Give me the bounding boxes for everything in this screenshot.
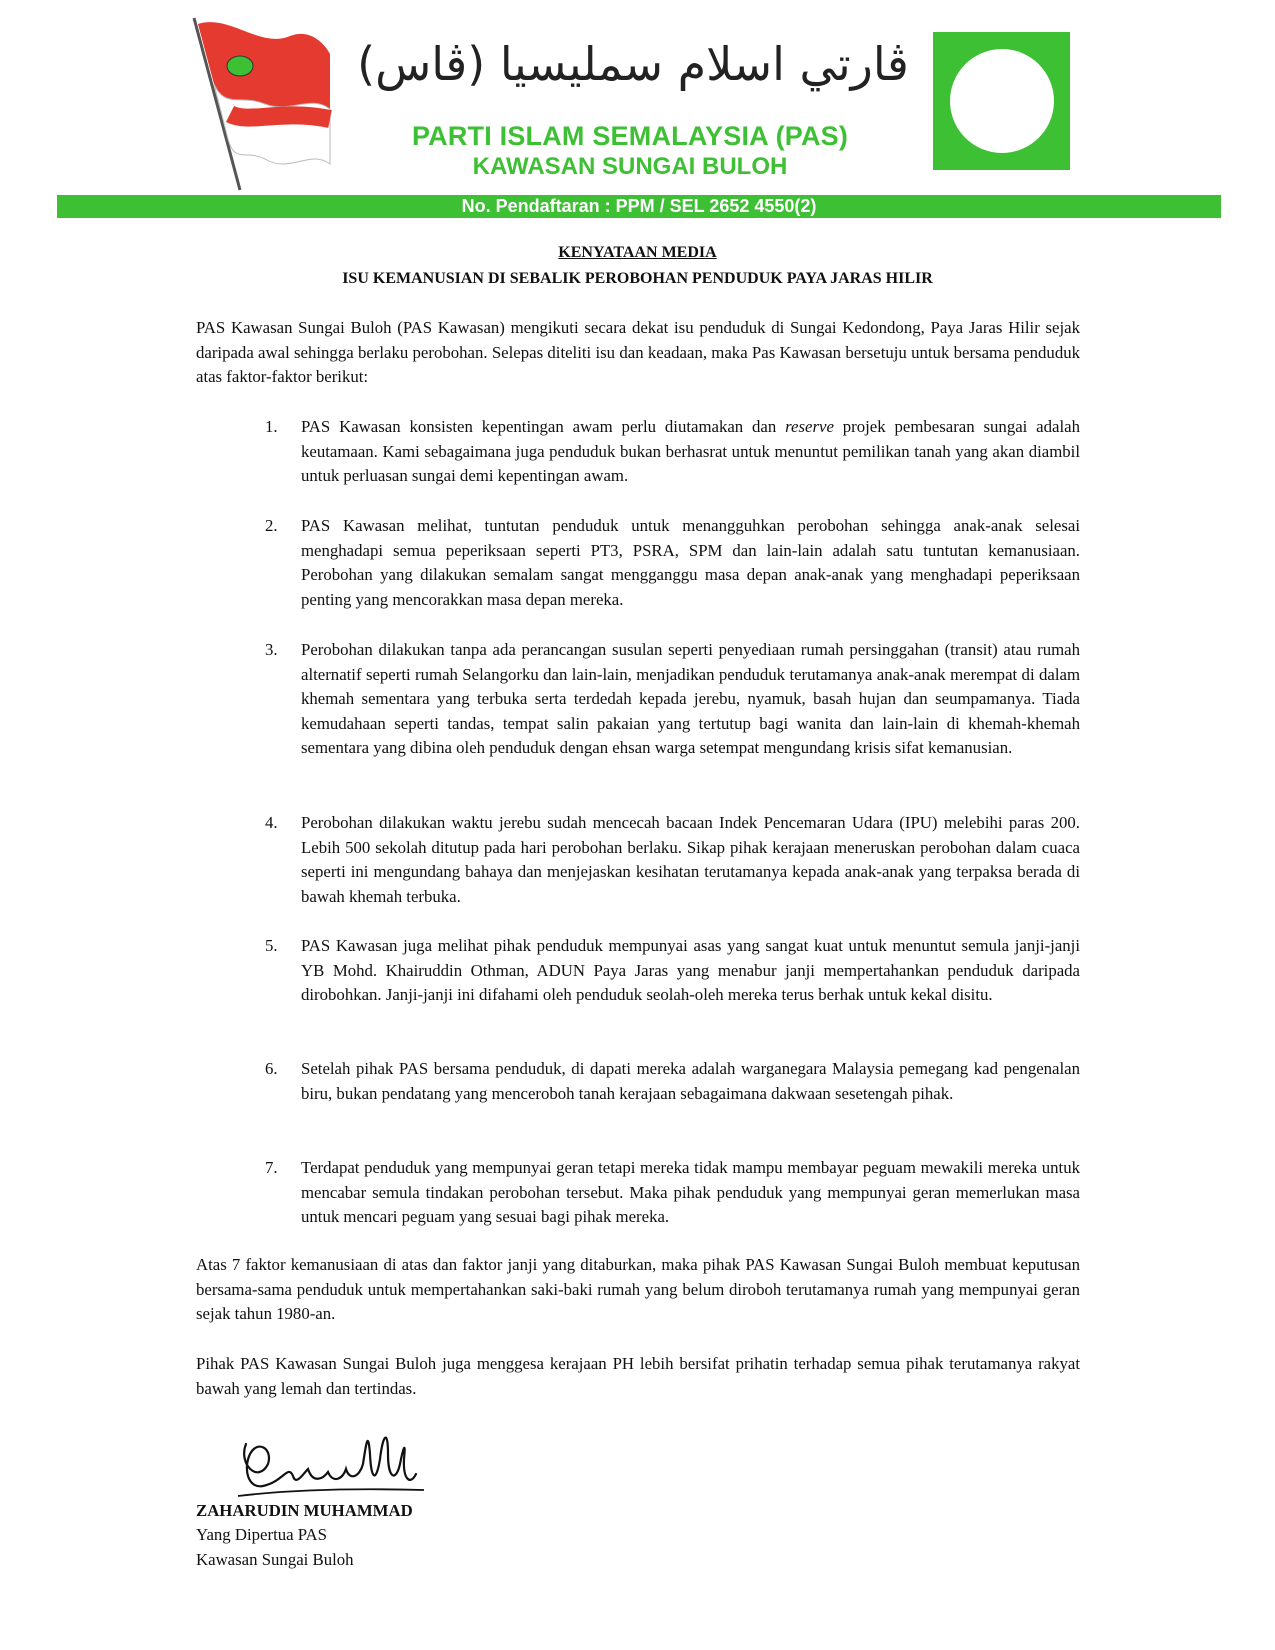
party-name: PARTI ISLAM SEMALAYSIA (PAS): [411, 121, 849, 151]
document-subtitle: ISU KEMANUSIAN DI SEBALIK PEROBOHAN PENDUDUK PAYA JARAS HILIR: [342, 270, 933, 287]
list-item: [265, 514, 1080, 612]
moon-circle-icon: [950, 49, 1054, 153]
intro-paragraph: PAS Kawasan Sungai Buloh (PAS Kawasan) mengikuti secara dekat isu penduduk di Sungai Kedondong, Paya Jaras Hilir sejak daripada awal sehingga berlaku perobohan. Selepas diteliti isu dan keadaan, maka Pas Kawasan bersetuju untuk bersama penduduk atas faktor-faktor berikut:: [196, 318, 1080, 386]
list-item: [265, 1156, 1080, 1230]
item-number: 2.: [265, 516, 278, 535]
svg-text:ڤارتي اسلام سمليسيا (ڤاس): ڤارتي اسلام سمليسيا (ڤاس): [357, 37, 909, 91]
registration-bar: No. Pendaftaran : PPM / SEL 2652 4550(2): [57, 195, 1221, 218]
signer-area: Kawasan Sungai Buloh: [196, 1550, 354, 1569]
item-text: PAS Kawasan melihat, tuntutan penduduk untuk menangguhkan perobohan sehingga anak-anak selesai menghadapi semua peperiksaan seperti PT3, PSRA, SPM dan lain-lain adalah satu tuntutan kemanusiaan. Perobohan yang dilakukan semalam sangat mengganggu masa depan anak-anak yang menghadapi peperiksaan penting yang mencorakkan masa depan mereka.: [301, 516, 1080, 609]
item-text: Setelah pihak PAS bersama penduduk, di dapati mereka adalah warganegara Malaysia pemegang kad pengenalan biru, bukan pendatang yang menceroboh tanah kerajaan sebagaimana dakwaan sesetengah pihak.: [301, 1059, 1080, 1103]
list-item: [265, 1057, 1080, 1106]
area-name: KAWASAN SUNGAI BULOH: [472, 153, 788, 180]
pas-flag-logo: [190, 14, 350, 194]
item-text: Terdapat penduduk yang mempunyai geran tetapi mereka tidak mampu membayar peguam mewakili mereka untuk mencabar semula tindakan perobohan tersebut. Maka pihak penduduk yang mempunyai geran memerlukan masa untuk mencari peguam yang sesuai bagi pihak mereka.: [301, 1158, 1080, 1226]
signer-name: ZAHARUDIN MUHAMMAD: [196, 1501, 413, 1520]
closing-paragraph-2: Pihak PAS Kawasan Sungai Buloh juga menggesa kerajaan PH lebih bersifat prihatin terhadap semua pihak terutamanya rakyat bawah yang lemah dan tertindas.: [196, 1354, 1080, 1398]
document-title: KENYATAAN MEDIA: [558, 244, 717, 261]
jawi-party-name: [357, 20, 909, 110]
item-text: Perobohan dilakukan waktu jerebu sudah mencecah bacaan Indek Pencemaran Udara (IPU) melebihi paras 200. Lebih 500 sekolah ditutup pada hari perobohan berlaku. Sikap pihak kerajaan meneruskan perobohan dalam cuaca seperti ini mengundang bahaya dan menjejaskan kesihatan terutamanya kepada anak-anak yang terpaksa berada di bawah khemah terbuka.: [301, 813, 1080, 906]
list-item: [265, 638, 1080, 761]
list-item: [265, 415, 1080, 489]
item-number: 4.: [265, 813, 278, 832]
signer-title: Yang Dipertua PAS: [196, 1525, 328, 1544]
item-text: PAS Kawasan konsisten kepentingan awam perlu diutamakan dan reserve projek pembesaran sungai adalah keutamaan. Kami sebagaimana juga penduduk bukan berhasrat untuk menuntut pemilikan tanah yang akan diambil untuk perluasan sungai demi kepentingan awam.: [301, 417, 1080, 485]
list-item: [265, 934, 1080, 1008]
signature: [228, 1424, 428, 1504]
pas-moon-logo: [933, 32, 1070, 170]
item-number: 3.: [265, 640, 278, 659]
closing-paragraph-1: Atas 7 faktor kemanusiaan di atas dan faktor janji yang ditaburkan, maka pihak PAS Kawasan Sungai Buloh membuat keputusan bersama-sama penduduk untuk mempertahankan saki-baki rumah yang belum diroboh terutamanya rumah yang mempunyai geran sejak tahun 1980-an.: [196, 1255, 1080, 1323]
item-text: Perobohan dilakukan tanpa ada perancangan susulan seperti penyediaan rumah persinggahan (transit) atau rumah alternatif seperti rumah Selangorku dan lain-lain, menjadikan penduduk terutamanya anak-anak merempat di dalam khemah sementara yang terbuka serta terdedah kepada jerebu, nyamuk, basah hujan dan seumpamanya. Tiada kemudahaan seperti tandas, tempat salin pakaian yang tertutup bagi wanita dan lain-lain di khemah-khemah sementara yang dibina oleh penduduk dengan ehsan warga setempat mengundang krisis sifat kemanusian.: [301, 640, 1080, 757]
list-item: [265, 811, 1080, 909]
item-text: PAS Kawasan juga melihat pihak penduduk mempunyai asas yang sangat kuat untuk menuntut semula janji-janji YB Mohd. Khairuddin Othman, ADUN Paya Jaras yang menabur janji mempertahankan penduduk daripada dirobohkan. Janji-janji ini difahami oleh penduduk seolah-oleh mereka terus berhak untuk kekal disitu.: [301, 936, 1080, 1004]
item-number: 6.: [265, 1059, 278, 1078]
item-number: 1.: [265, 417, 278, 436]
item-number: 7.: [265, 1158, 278, 1177]
item-number: 5.: [265, 936, 278, 955]
